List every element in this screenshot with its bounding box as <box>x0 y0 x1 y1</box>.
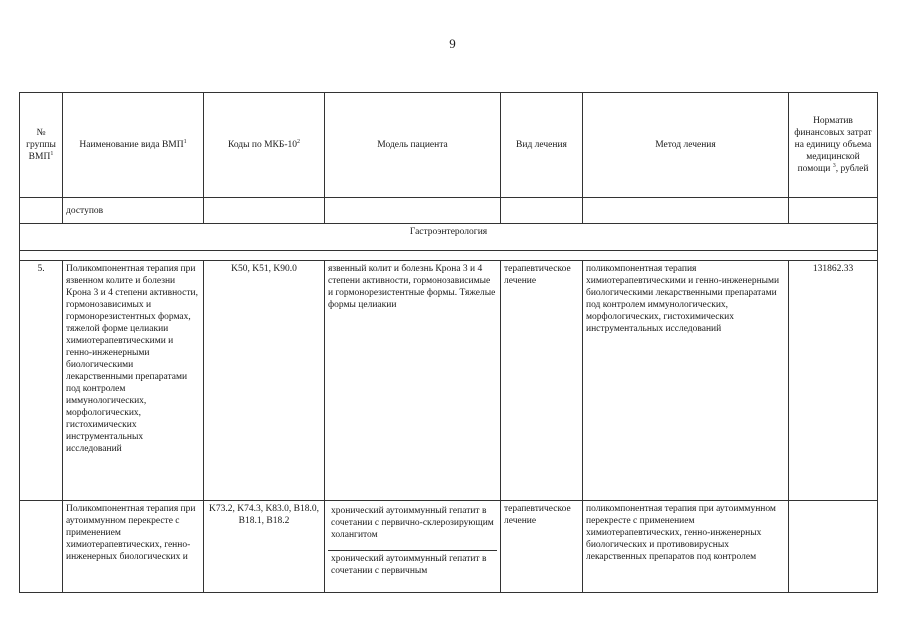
header-norm: Норматив финансовых затрат на единицу объема медицинской помощи $^3$, рублей <box>789 93 878 198</box>
header-method: Метод лечения <box>583 93 789 198</box>
header-model: Модель пациента <box>325 93 501 198</box>
row-name: Поликомпонентная терапия при язвенном колите и болезни Крона 3 и 4 степени активности, гормонозависимых и гормонорезистентных формах, тяжелой форме целиакии химиотерапевтическими и генно-инженерными биологическими лекарственными препаратами под контролем иммунологических, морфологических, гистохимических инструментальных исследований <box>63 261 204 501</box>
row-model-1: хронический аутоиммунный гепатит в сочетании с первично-склерозирующим холангитом <box>328 503 497 551</box>
header-codes: Коды по МКБ-$10^2$ <box>204 93 325 198</box>
row-norm: 131862.33 <box>789 261 878 501</box>
gap-row <box>20 251 878 261</box>
row-num <box>20 501 63 593</box>
row-treatment: терапевтическое лечение <box>501 261 583 501</box>
row-num: 5. <box>20 261 63 501</box>
header-group-no: № группы ВМП$^1$ <box>20 93 63 198</box>
row-model: язвенный колит и болезнь Крона 3 и 4 степени активности, гормонозависимые и гормонорезистентные формы. Тяжелые формы целиакии <box>325 261 501 501</box>
page-number: 9 <box>449 36 456 51</box>
row-norm <box>789 501 878 593</box>
vmp-table <box>19 92 878 593</box>
row-model <box>325 501 501 593</box>
header-row <box>20 93 878 198</box>
header-treatment: Вид лечения <box>501 93 583 198</box>
table-row <box>20 261 878 501</box>
row-name: Поликомпонентная терапия при аутоиммунном перекресте с применением химиотерапевтических, генно-инженерных биологических и <box>63 501 204 593</box>
section-row <box>20 224 878 251</box>
row-codes: K50, K51, K90.0 <box>204 261 325 501</box>
row-treatment: терапевтическое лечение <box>501 501 583 593</box>
header-name: Наименование вида ВМП$^1$ <box>63 93 204 198</box>
table-row <box>20 501 878 593</box>
continuation-row <box>20 198 878 224</box>
row-codes: K73.2, K74.3, K83.0, B18.0, B18.1, B18.2 <box>204 501 325 593</box>
row-method: поликомпонентная терапия химиотерапевтическими и генно-инженерными биологическими лекарственными препаратами под контролем иммунологических, морфологических, гистохимических инструментальных исследований <box>583 261 789 501</box>
row-method: поликомпонентная терапия при аутоиммунном перекресте с применением химиотерапевтических, генно-инженерных биологических и противовирусных лекарственных препаратов под контролем <box>583 501 789 593</box>
row-model-2: хронический аутоиммунный гепатит в сочетании с первичным <box>331 554 487 576</box>
section-title: Гастроэнтерология <box>20 224 878 251</box>
continuation-name: доступов <box>63 198 204 224</box>
